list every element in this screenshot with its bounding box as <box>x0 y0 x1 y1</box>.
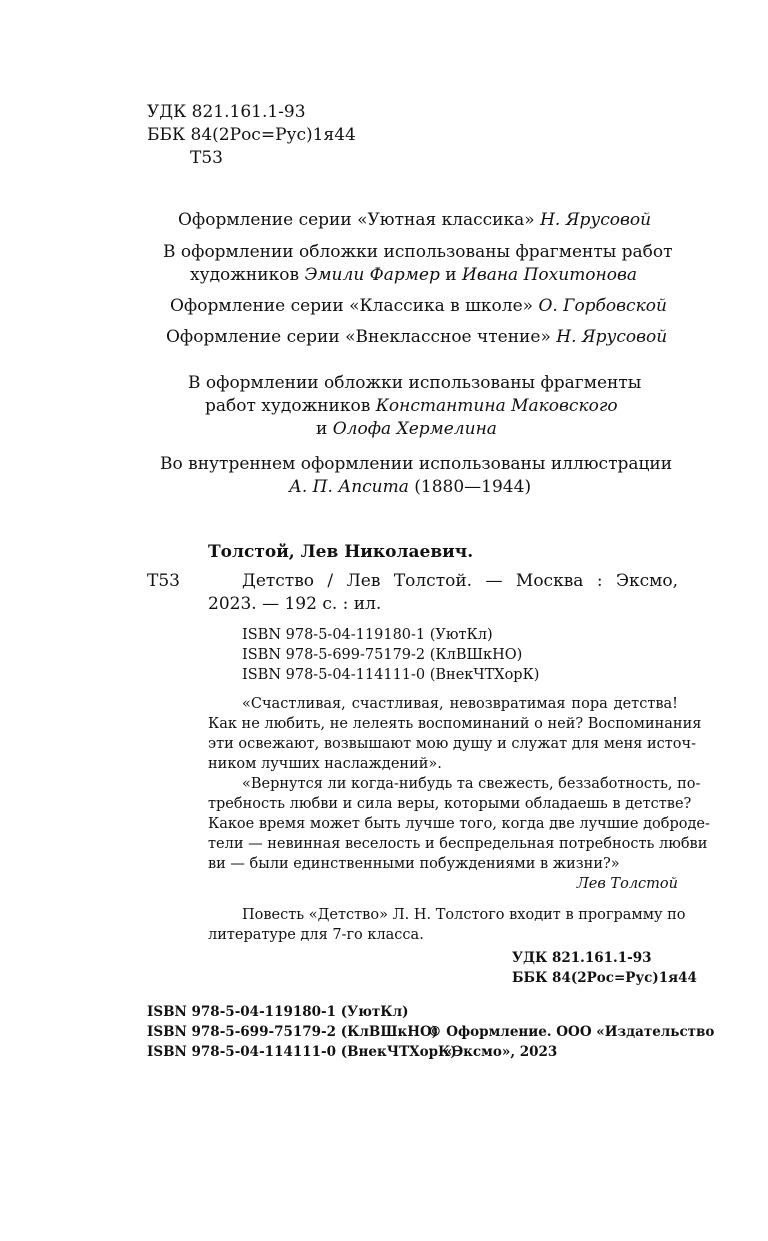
annotation-note: литературе для 7-го класса. <box>208 927 424 943</box>
credit-illustrations: Во внутреннем оформлении использованы иллюстрации <box>160 454 673 474</box>
annotation-quote-2: ви — были единственными побуждениями в жизни?» <box>208 856 620 872</box>
credit-cover-artists-2a: работ художников Константина Маковского <box>205 396 618 416</box>
isbn-line: ISBN 978-5-699-75179-2 (КлВШкНО) <box>242 647 523 663</box>
annotation-quote-1: «Счастливая, счастливая, невозвратимая пора детства! <box>242 696 678 712</box>
credit-cover-fragments-2: В оформлении обложки использованы фрагменты <box>188 373 642 393</box>
annotation-signature: Лев Толстой <box>576 876 678 892</box>
credit-illustrator: А. П. Апсита (1880—1944) <box>289 477 532 497</box>
credit-series-cozy: Оформление серии «Уютная классика» Н. Ярусовой <box>178 210 652 230</box>
footer-isbn: ISBN 978-5-699-75179-2 (КлВШкНО) <box>147 1024 439 1040</box>
author-mark: Т53 <box>147 571 180 591</box>
credit-series-school: Оформление серии «Классика в школе» О. Горбовской <box>170 296 667 316</box>
annotation-quote-1: эти освежают, возвышают мою душу и служат для меня источ- <box>208 736 697 752</box>
udk-bottom: УДК 821.161.1-93 <box>512 950 652 966</box>
description-line-2: 2023. — 192 с. : ил. <box>208 594 382 614</box>
udk-top: УДК 821.161.1-93 <box>147 102 306 122</box>
bbk-top: ББК 84(2Рос=Рус)1я44 <box>147 125 356 145</box>
annotation-quote-2: «Вернутся ли когда-нибудь та свежесть, беззаботность, по- <box>242 776 701 792</box>
annotation-quote-2: тели — невинная веселость и беспредельная потребность любви <box>208 836 708 852</box>
footer-isbn: ISBN 978-5-04-114111-0 (ВнекЧТХорК) <box>147 1044 457 1060</box>
annotation-quote-2: требность любви и сила веры, которыми обладаешь в детстве? <box>208 796 692 812</box>
annotation-quote-1: ником лучших наслаждений». <box>208 756 442 772</box>
footer-isbn: ISBN 978-5-04-119180-1 (УютКл) <box>147 1004 409 1020</box>
annotation-quote-1: Как не любить, не лелеять воспоминаний о ней? Воспоминания <box>208 716 702 732</box>
credit-series-extracurricular: Оформление серии «Внеклассное чтение» Н. Ярусовой <box>166 327 668 347</box>
annotation-quote-2: Какое время может быть лучше того, когда две лучшие доброде- <box>208 816 710 832</box>
credit-cover-artists-1: художников Эмили Фармер и Ивана Похитонова <box>190 265 638 285</box>
annotation-note: Повесть «Детство» Л. Н. Толстого входит в программу по <box>242 907 686 923</box>
credit-cover-artists-2b: и Олофа Хермелина <box>316 419 497 439</box>
isbn-line: ISBN 978-5-04-119180-1 (УютКл) <box>242 627 493 643</box>
author-heading: Толстой, Лев Николаевич. <box>208 542 474 562</box>
copyright-line-2: «Эксмо», 2023 <box>444 1044 558 1060</box>
bbk-bottom: ББК 84(2Рос=Рус)1я44 <box>512 970 697 986</box>
copyright-line-1: © Оформление. ООО «Издательство <box>428 1024 715 1040</box>
description-line-1: Детство / Лев Толстой. — Москва : Эксмо, <box>242 571 678 591</box>
isbn-line: ISBN 978-5-04-114111-0 (ВнекЧТХорК) <box>242 667 540 683</box>
author-mark-top: Т53 <box>190 148 223 168</box>
credit-cover-fragments-1: В оформлении обложки использованы фрагменты работ <box>163 242 673 262</box>
